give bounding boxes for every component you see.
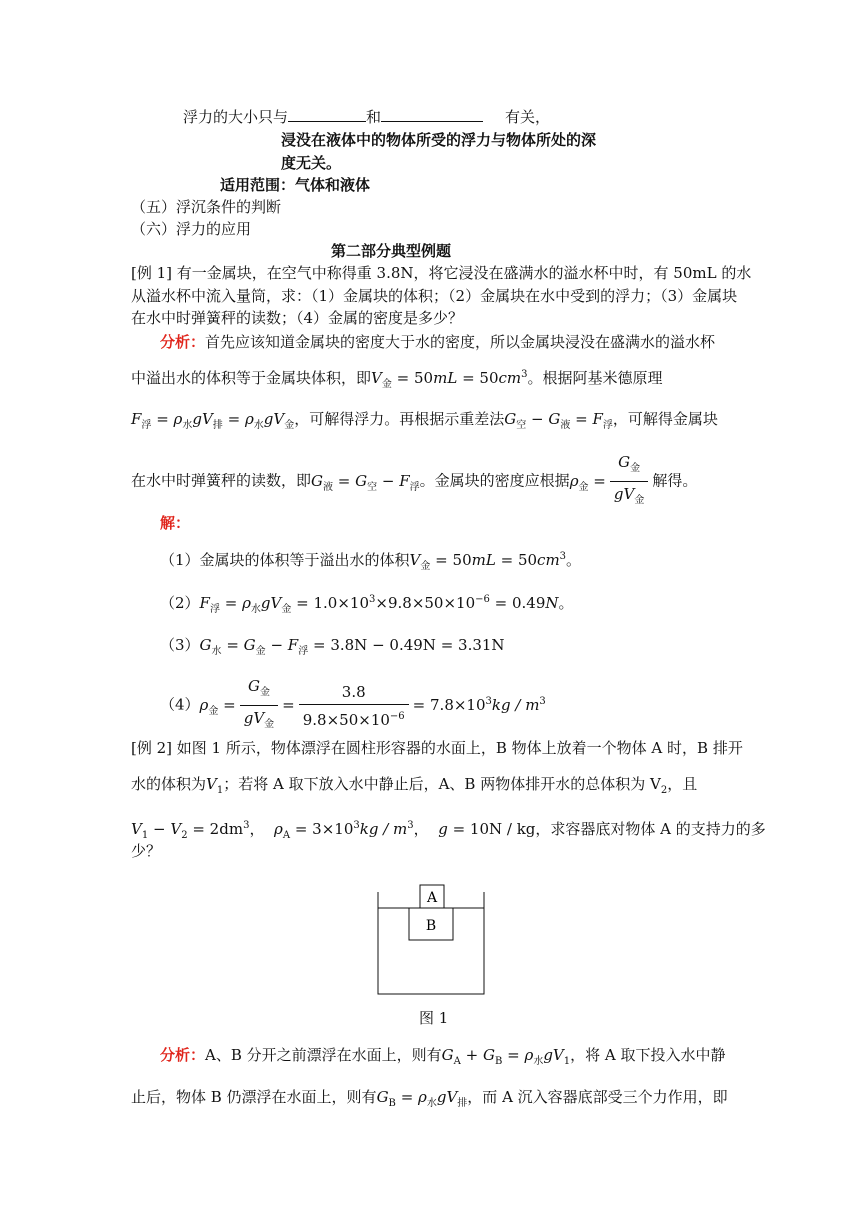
text-line-depth-2: 度无关。 bbox=[281, 154, 342, 172]
ex2-problem-line1: [例 2] 如图 1 所示，物体漂浮在圆柱形容器的水面上，B 物体上放着一个物体 A 时，B 排开 bbox=[131, 739, 743, 757]
fill-blank-1[interactable] bbox=[288, 107, 366, 122]
figure-1-diagram bbox=[370, 880, 490, 998]
figure-caption: 图 1 bbox=[419, 1009, 449, 1027]
ex2-problem-line4: 少？ bbox=[131, 842, 162, 860]
formula-v-metal: $V_金 = 50mL = 50cm^3$ bbox=[371, 369, 528, 390]
ex1-analysis-line1: 分析：首先应该知道金属块的密度大于水的密度，所以金属块浸没在盛满水的溢水杯 bbox=[160, 333, 716, 351]
label-b: B bbox=[425, 918, 437, 934]
formula-density: $\rho_金$ = $\frac{G_金}{gV_金}$ bbox=[570, 472, 653, 490]
ex1-problem-line2: 从溢水杯中流入量筒，求：（1）金属块的体积；（2）金属块在水中受到的浮力；（3）金属块 bbox=[131, 287, 738, 305]
formula-reading: $G_液 = G_空 - F_浮$ bbox=[311, 471, 420, 493]
text-line-depth-1: 浸没在液体中的物体所受的浮力与物体所处的深 bbox=[281, 131, 597, 149]
ex2-problem-line3: $V_1 - V_2 = 2dm^3$， $\rho_A = 3\times 10^3kg / m^3$， g = 10N / kg，求容器底对物体 A 的支持力的多 bbox=[131, 820, 766, 841]
heading-five: （五）浮沉条件的判断 bbox=[131, 198, 282, 216]
section-title: 第二部分典型例题 bbox=[331, 242, 452, 260]
ex2-analysis-line2: 止后，物体 B 仍漂浮在水面上，则有$G_B = \rho_水gV_排$，而 A 沉入容器底部受三个力作用，即 bbox=[131, 1088, 728, 1109]
ex1-analysis-line4: 在水中时弹簧秤的读数，即$G_液 = G_空 - F_浮$。金属块的密度应根据$\rho_金$ = $\frac{G_金}{gV_金}$ 解得。 bbox=[131, 453, 698, 506]
solution-label: 解： bbox=[160, 514, 191, 532]
ex1-problem-line1: [例 1] 有一金属块，在空气中称得重 3.8N，将它浸没在盛满水的溢水杯中时，有 50mL 的水 bbox=[131, 264, 752, 282]
ex1-analysis-line2: 中溢出水的体积等于金属块体积，即$V_金 = 50mL = 50cm^3$。根据阿基米德原理 bbox=[131, 369, 663, 390]
solution-step-3: $(3)G_水 = G_金 - F_浮 = 3.8N - 0.49N = 3.31N$ bbox=[160, 636, 505, 657]
formula-archimedes: $F_浮 = \rho_水gV_排 = \rho_水gV_金$ bbox=[131, 410, 295, 431]
text-line-buoyancy-factors: 浮力的大小只与 和 有关， bbox=[183, 108, 551, 126]
heading-six: （六）浮力的应用 bbox=[131, 220, 252, 238]
formula-weight-diff: $G_空 - G_液 = F_浮$ bbox=[504, 410, 613, 431]
solution-step-1: （1）金属块的体积等于溢出水的体积$V_金 = 50mL = 50cm^3$。 bbox=[160, 551, 582, 572]
solution-step-4: $(4)\rho_金$ = $\frac{G_金}{gV_金}$ = $\frac{3.8}{9.8\times 50\times 10^{-6}}$ = $7.8\times 10^3kg / m^3$ bbox=[160, 677, 546, 730]
ex1-problem-line3: 在水中时弹簧秤的读数；（4）金属的密度是多少？ bbox=[131, 309, 464, 327]
text-line-scope: 适用范围：气体和液体 bbox=[220, 176, 371, 194]
ex2-problem-line2: 水的体积为$V_1$；若将 A 取下放入水中静止后，A、B 两物体排开水的总体积为 $V_2$，且 bbox=[131, 775, 698, 796]
solution-step-2: $(2)F_浮 = \rho_水gV_金 = 1.0\times 10^3\times 9.8\times 50\times 10^{-6} = 0.49N$。 bbox=[160, 594, 574, 615]
ex1-analysis-line3: $F_浮 = \rho_水gV_排 = \rho_水gV_金$，可解得浮力。再根据示重差法$G_空 - G_液 = F_浮$，可解得金属块 bbox=[131, 410, 718, 431]
analysis-label: 分析： bbox=[160, 333, 206, 351]
fill-blank-2[interactable] bbox=[381, 107, 483, 122]
label-a: A bbox=[426, 890, 438, 906]
ex2-analysis-line1: 分析：A、B 分开之前漂浮在水面上，则有$G_A + G_B = \rho_水gV_1$，将 A 取下投入水中静 bbox=[160, 1046, 726, 1067]
